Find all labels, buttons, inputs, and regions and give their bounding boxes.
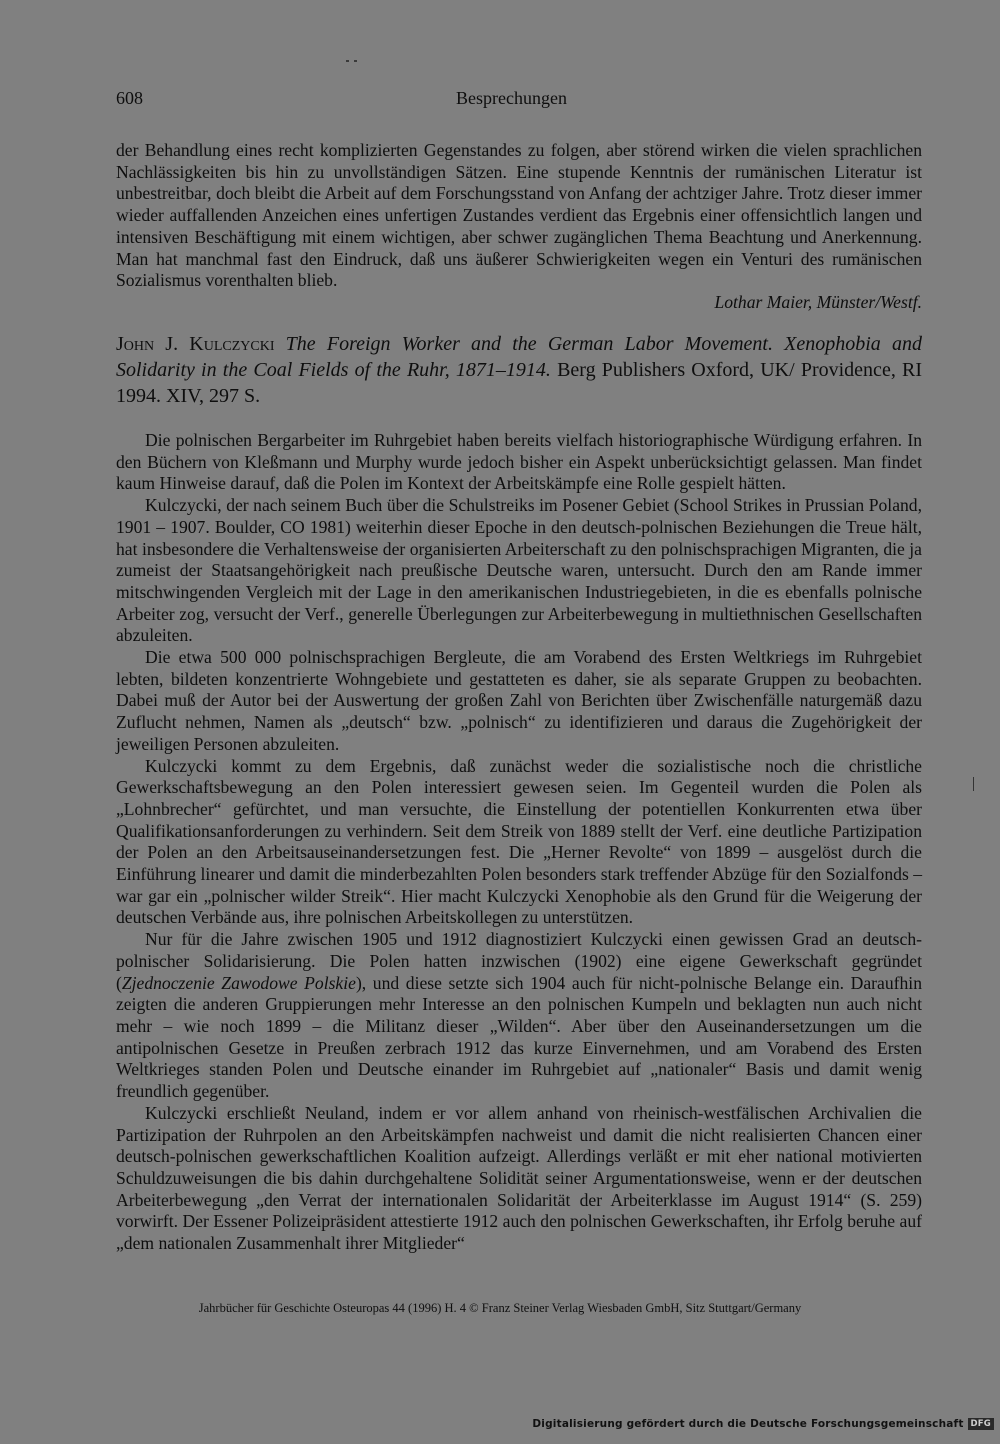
- review-heading: [116, 331, 922, 409]
- dfg-logo: DFG: [968, 1418, 994, 1430]
- body-paragraph-6: Kulczycki erschließt Neuland, indem er vor allem anhand von rheinisch-westfälischen Archivalien die Partizipation der Ruhrpolen an den Arbeitskämpfen nachweist und damit die nicht realisierten Chancen einer deutsch-polnischen gewerkschaftlichen Koalition aufzeigt. Allerdings verläßt er mit eher national motivierten Schuldzuweisungen die bis dahin durchgehaltene Solidität seiner Argumentationsweise, wenn er der deutschen Arbeiterbewegung „den Verrat der internationalen Solidarität der Arbeiterklasse im August 1914“ (S. 259) vorwirft. Der Essener Polizeipräsident attestierte 1912 auch den polnischen Gewerkschaften, ihr Erfolg beruhe auf „dem nationalen Zusammenhalt ihrer Mitglieder“: [116, 1102, 922, 1254]
- body-paragraph-2: Kulczycki, der nach seinem Buch über die Schulstreiks im Posener Gebiet (School Strikes in Prussian Poland, 1901 – 1907. Boulder, CO 1981) weiterhin dieser Epoche in den deutsch-polnischen Beziehungen die Treue hält, hat insbesondere die Verhaltensweise der organisierten Arbeiterschaft zu den polnischsprachigen Migranten, die ja zumeist der Staatsangehörigkeit nach preußische Deutsche waren, untersucht. Durch den am Rande immer mitschwingenden Vergleich mit der Lage in den amerikanischen Industriegebieten, in die es ebenfalls polnische Arbeiter zog, versucht der Verf., generelle Überlegungen zur Arbeiterbewegung in multiethnischen Gesellschaften abzuleiten.: [116, 495, 922, 646]
- scan-speck: [354, 60, 357, 62]
- previous-review-ending: [116, 140, 922, 314]
- intro-paragraph: der Behandlung eines recht komplizierten Gegenstandes zu folgen, aber störend wirken die vielen sprachlichen Nachlässigkeiten bis hin zu unvollständigen Sätzen. Eine stupende Kenntnis der rumänischen Literatur ist unbestreitbar, doch bleibt die Arbeit auf dem Forschungsstand von Anfang der achtziger Jahre. Trotz dieser immer wieder auffallenden Anzeichen eines unfertigen Zustandes verdient das Ergebnis einer offensichtlich langen und intensiven Beschäftigung mit einem wichtigen, aber schwer zugänglichen Thema Beachtung und Anerkennung. Man hat manchmal fast den Eindruck, daß uns äußerer Schwierigkeiten wegen ein Venturi des rumänischen Sozialismus vorenthalten blieb.: [116, 140, 922, 291]
- union-name: Zjednoczenie Zawodowe Polskie: [121, 972, 356, 993]
- paragraph-5-text-before: Nur für die Jahre zwischen 1905 und 1912 diagnostiziert Kulczycki einen gewissen Grad an deutsch-polnischer Solidarisierung. Die Polen hatten inzwischen (1902) eine eigene Gewerkschaft gegründet (: [116, 929, 922, 993]
- book-author: John J. Kulczycki: [116, 333, 275, 355]
- digitization-credit: [532, 1418, 994, 1430]
- publication-info: Berg Publishers Oxford, UK/ Providence, RI 1994. XIV, 297 S.: [116, 359, 922, 407]
- body-paragraph-5: [116, 929, 922, 1103]
- reviewer-signature: Lothar Maier, Münster/Westf.: [714, 291, 922, 312]
- book-title: The Foreign Worker and the German Labor Movement. Xenophobia and Solidarity in the Coal Fields of the Ruhr, 1871–1914.: [116, 333, 922, 381]
- credit-text: Digitalisierung gefördert durch die Deutsche Forschungsgemeinschaft: [532, 1418, 964, 1430]
- body-paragraph-4: Kulczycki kommt zu dem Ergebnis, daß zunächst weder die sozialistische noch die christliche Gewerkschaftsbewegung an den Polen interessiert gewesen seien. Im Gegenteil wurden die Polen als „Lohnbrecher“ gefürchtet, und man versuchte, die Einstellung der potentiellen Konkurrenten etwa über Qualifikationsanforderungen zu verhindern. Seit dem Streik von 1889 stellt der Verf. eine deutliche Partizipation der Polen an den Arbeitsauseinandersetzungen fest. Die „Herner Revolte“ von 1899 – ausgelöst durch die Einführung linearer und damit die minderbezahlten Polen besonders stark treffender Abzüge für den Sozialfonds – war gar ein „polnischer wilder Streik“. Hier macht Kulczycki Xenophobie als den Grund für die Weigerung der deutschen Verbände aus, ihre polnischen Arbeitskollegen zu unterstützen.: [116, 755, 922, 928]
- page-number: 608: [116, 88, 143, 108]
- body-paragraph-3: Die etwa 500 000 polnischsprachigen Bergleute, die am Vorabend des Ersten Weltkriegs im Ruhrgebiet lebten, bildeten konzentrierte Wohngebiete und gestatteten es daher, sie als separate Gruppen zu beobachten. Dabei muß der Autor bei der Auswertung der großen Zahl von Berichten über Zwischenfälle naturgemäß dazu Zuflucht nehmen, Namen als „deutsch“ bzw. „polnisch“ zu identifizieren und daraus die Zugehörigkeit der jeweiligen Personen abzuleiten.: [116, 647, 922, 754]
- page-header: [116, 88, 922, 116]
- margin-mark: [973, 777, 974, 791]
- scan-speck: [346, 60, 349, 62]
- running-head: Besprechungen: [456, 88, 567, 108]
- body-paragraph-1: Die polnischen Bergarbeiter im Ruhrgebiet haben bereits vielfach historiographische Würdigung erfahren. In den Büchern von Kleßmann und Murphy wurde jedoch bisher ein Aspekt unberücksichtigt gelassen. Man findet kaum Hinweise darauf, daß die Polen im Kontext der Arbeitskämpfe eine Rolle gespielt hätten.: [116, 430, 922, 494]
- paragraph-5-text-after: ), und diese setzte sich 1904 auch für nicht-polnische Belange ein. Daraufhin zeigten die anderen Gruppierungen mehr Interesse an den polnischen Kumpeln und beklagten nun auch nicht mehr – wie noch 1899 – die Militanz dieser „Wilden“. Aber über den Auseinandersetzungen um die antipolnischen Gesetze in Preußen zerbrach 1912 das kurze Einvernehmen, und am Vorabend des Ersten Weltkrieges standen Polen und Deutsche einander im Ruhrgebiet auf „nationaler“ Basis und damit wenig freundlich gegenüber.: [116, 972, 922, 1102]
- review-body: [116, 430, 922, 1255]
- journal-footer: Jahrbücher für Geschichte Osteuropas 44 (1996) H. 4 © Franz Steiner Verlag Wiesbaden GmbH, Sitz Stuttgart/Germany: [198, 1301, 802, 1315]
